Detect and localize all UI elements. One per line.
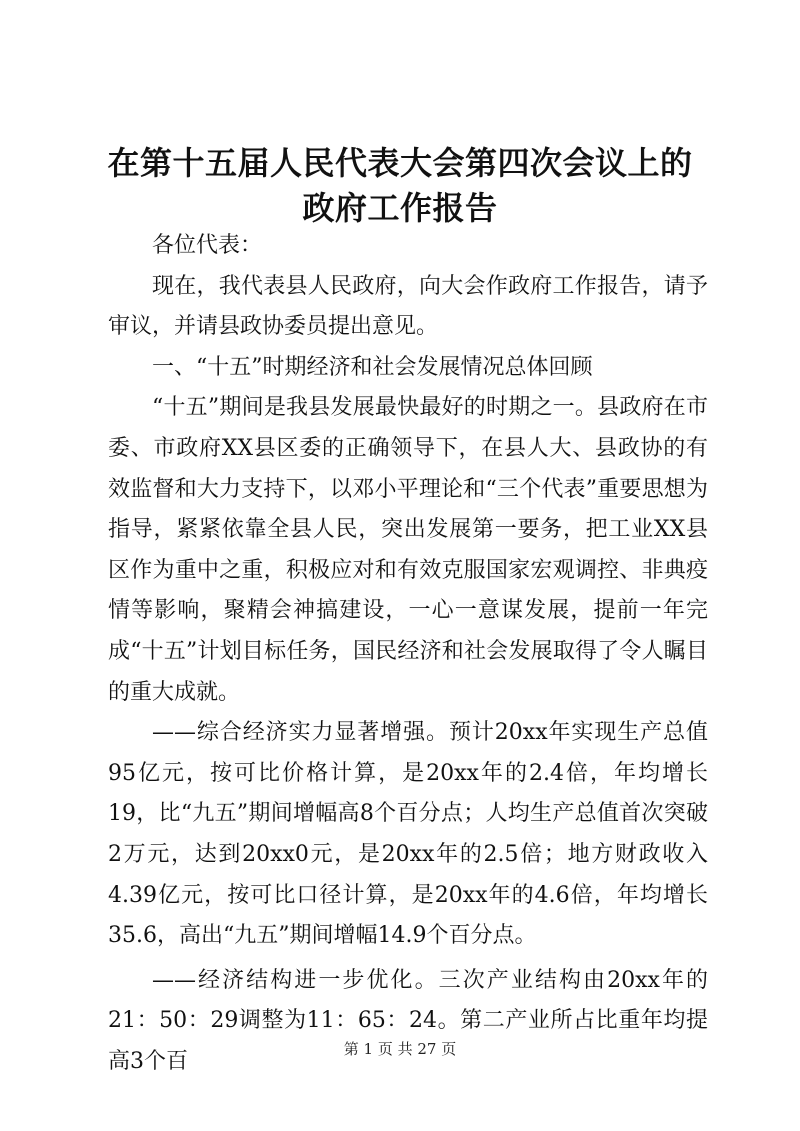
page-footer: 第 1 页 共 27 页 bbox=[343, 1040, 457, 1058]
salutation-paragraph: 各位代表： bbox=[152, 233, 263, 258]
document-body bbox=[108, 226, 708, 1082]
section-heading: 一、“十五”时期经济和社会发展情况总体回顾 bbox=[152, 354, 593, 380]
body-paragraph: ——经济结构进一步优化。三次产业结构由20xx年的21：50：29调整为11：65：24。第二产业所占比重年均提高3个百 bbox=[108, 967, 708, 1074]
body-paragraph: “十五”期间是我县发展最快最好的时期之一。县政府在市委、市政府XX县区委的正确领导下，在县人大、县政协的有效监督和大力支持下，以邓小平理论和“三个代表”重要思想为指导，紧紧依靠全县人民，突出发展第一要务，把工业XX县区作为重中之重，积极应对和有效克服国家宏观调控、非典疫情等影响，聚精会神搞建设，一心一意谋发展，提前一年完成“十五”计划目标任务，国民经济和社会发展取得了令人瞩目的重大成就。 bbox=[108, 395, 708, 705]
document-title: 在第十五届人民代表大会第四次会议上的政府工作报告 bbox=[107, 144, 693, 227]
intro-paragraph: 现在，我代表县人民政府，向大会作政府工作报告，请予审议，并请县政协委员提出意见。 bbox=[108, 273, 708, 340]
body-paragraph: ——综合经济实力显著增强。预计20xx年实现生产总值95亿元，按可比价格计算，是20xx年的2.4倍，年均增长19，比“九五”期间增幅高8个百分点；人均生产总值首次突破2万元，达到20xx0元，是20xx年的2.5倍；地方财政收入4.39亿元，按可比口径计算，是20xx年的4.6倍，年均增长35.6，高出“九五”期间增幅14.9个百分点。 bbox=[108, 720, 708, 949]
